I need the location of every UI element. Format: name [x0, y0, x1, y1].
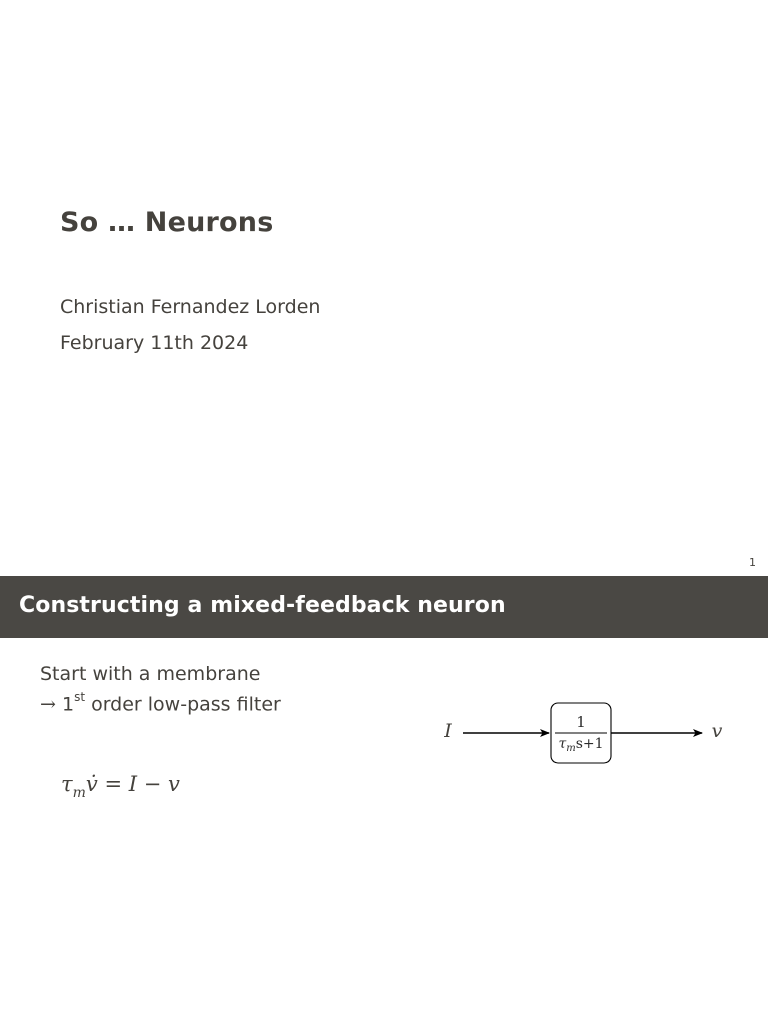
filter-order-number: 1	[61, 693, 75, 716]
page-number: 1	[749, 556, 756, 569]
input-label: I	[444, 720, 452, 742]
tf-denominator-rest: s+1	[575, 736, 604, 752]
eq-tau: τ	[61, 772, 73, 796]
tf-tau: τ	[558, 736, 567, 752]
content-slide	[0, 576, 768, 1024]
right-arrow-icon: →	[40, 693, 56, 716]
frame-header	[0, 576, 768, 638]
presentation-date: February 11th 2024	[60, 332, 249, 354]
eq-input: I	[128, 772, 138, 796]
eq-vdot: v̇	[85, 772, 98, 796]
tf-numerator: 1	[576, 713, 586, 731]
eq-minus: −	[143, 772, 162, 796]
author-name: Christian Fernandez Lorden	[60, 296, 321, 318]
eq-v: v	[168, 772, 180, 796]
slide-title: So … Neurons	[60, 207, 274, 238]
membrane-equation	[61, 772, 180, 801]
tf-denominator	[558, 736, 603, 754]
block-diagram	[436, 700, 736, 770]
block-diagram-svg	[436, 700, 736, 770]
output-label: v	[711, 720, 723, 742]
tf-tau-subscript: m	[566, 743, 576, 754]
body-line-filter	[40, 692, 281, 715]
filter-description: order low-pass filter	[91, 693, 281, 716]
filter-order-superscript: st	[74, 690, 86, 704]
eq-tau-subscript: m	[72, 785, 86, 801]
body-line-membrane: Start with a membrane	[40, 663, 261, 685]
frame-title: Constructing a mixed-feedback neuron	[19, 593, 506, 618]
eq-equals: =	[104, 772, 123, 796]
